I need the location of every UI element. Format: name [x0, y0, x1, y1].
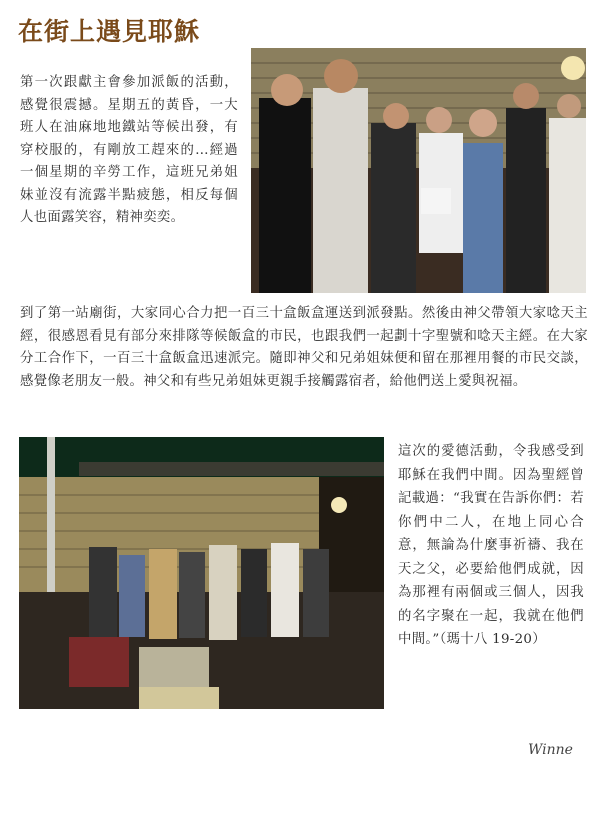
middle-paragraph: 到了第一站廟街，大家同心合力把一百三十盒飯盒運送到派發點。然後由神父帶領大家唸天主經，很感恩看見有部分來排隊等候飯盒的市民，也跟我們一起劃十字聖號和唸天主經。在大家分工合作下，一百三十盒飯盒迅速派完。隨即神父和兄弟姐妹便和留在那裡用餐的市民交談，感覺像老朋友一般。神父和有些兄弟姐妹更親手接觸露宿者，給他們送上愛與祝福。 [20, 306, 588, 389]
page-title: 在街上遇見耶穌 [18, 17, 201, 46]
author-signature: Winne [528, 742, 573, 758]
volunteers-photo [251, 48, 586, 293]
closing-paragraph: 這次的愛德活動，令我感受到耶穌在我們中間。因為聖經曾記載過：“我實在告訴你們：若你們中二人，在地上同心合意，無論為什麼事祈禱、我在天之父，必要給他們成就，因為那裡有兩個或三個人，因我的名字聚在一起，我就在他們中間。”（瑪十八 19-20） [398, 444, 584, 647]
street-meal-photo [19, 437, 384, 709]
intro-paragraph: 第一次跟獻主會參加派飯的活動，感覺很震撼。星期五的黃昏，一大班人在油麻地地鐵站等候出發，有穿校服的，有剛放工趕來的…經過一個星期的辛勞工作，這班兄弟姐妹並沒有流露半點疲態，相反每個人也面露笑容，精神奕奕。 [20, 75, 238, 225]
